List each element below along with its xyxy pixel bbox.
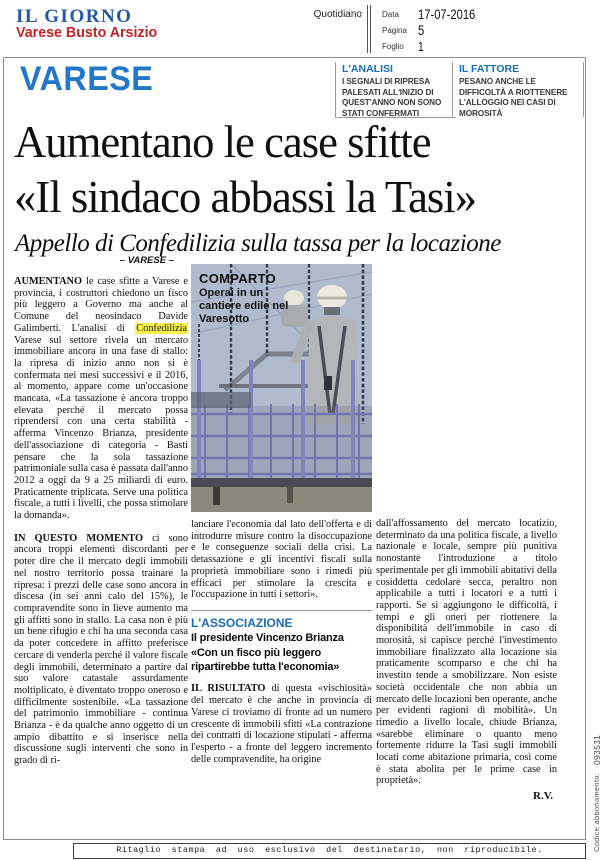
- subscription-code-label: Codice abbonamento:: [592, 772, 601, 852]
- meta-label: Foglio: [382, 42, 404, 51]
- paragraph-text: le case sfitte a Varese e provincia, i costruttori chiedono un fisco più leggero a Governo ma anche al Comune del neosindaco Davide Galimberti. L'analisi di: [14, 276, 188, 334]
- subtitle: Appello di Confedilizia sulla tassa per la locazione: [15, 230, 501, 257]
- paragraph-lead: AUMENTANO: [14, 276, 83, 287]
- paragraph-lead: IN QUESTO MOMENTO: [14, 532, 144, 544]
- meta-label: Pagina: [382, 26, 407, 35]
- headline-line1: Aumentano le case sfitte: [14, 116, 431, 167]
- photo-caption-title: COMPARTO: [199, 271, 277, 286]
- meta-label: Data: [382, 10, 399, 19]
- highlighted-text: Confedilizia: [136, 322, 187, 334]
- masthead: [16, 8, 165, 41]
- kicker-text: I SEGNALI DI RIPRESA PALESATI ALL'INIZIO DI QUEST'ANNO NON SONO STATI CONFERMATI: [342, 77, 442, 118]
- body-column-2: [191, 264, 372, 835]
- association-box-divider: [191, 610, 372, 611]
- article-frame: [3, 57, 586, 840]
- paragraph-text: di questa «vischiosità» del mercato è che anche in provincia di Varese ci troviamo di fronte ad un numero crescente di immobili sfitti «La contrazione dei contratti di locazione stipulati - afferma l'esperto - a fronte del leggero incremento delle compravendite, ha origine: [191, 683, 372, 765]
- meta-value-sheet: 1: [418, 39, 424, 54]
- paragraph: dall'affossamento del mercato locatizio, determinato da una politica fiscale, a livello nazionale e locale, sempre più punitiva nonostante l'introduzione a titolo sperimentale per gli immobili abitativi della cosiddetta cedolare secca, peraltro non applicabile a tutti i locatori e a tutti i rapporti. Se si aggiungono le difficoltà, i tempi e gli oneri per riottenere la disponibilità dell'immobile in caso di morosità, si capisce perché l'investimento immobiliare finalizzato alla locazione sia praticamente scomparso e che chi ha investito tende a smobilizzare. Non esiste società occidentale che non abbia un mercato delle locazioni ben operante, anche per evidenti ragioni di mobilità». Un rimedio a livello locale, chiude Brianza, «sarebbe eliminare o quanto meno fortemente ridurre la Tasi sugli immobili locati come abitazione primaria, così come è stata abolita per le prime case in proprietà».: [376, 518, 557, 787]
- periodicity-label: Quotidiano: [313, 9, 362, 20]
- section-title: VARESE: [20, 60, 154, 98]
- kicker-title: IL FATTORE: [459, 63, 520, 75]
- kicker-fattore: [452, 62, 584, 117]
- newspaper-edition: Varese Busto Arsizio: [16, 24, 158, 41]
- kicker-analisi: [335, 62, 456, 118]
- meta-value-date: 17-07-2016: [418, 6, 476, 22]
- association-box-title: L'ASSOCIAZIONE: [191, 615, 293, 630]
- meta-row-page: [382, 23, 490, 38]
- body-column-3: [376, 518, 557, 835]
- paragraph-text: ci sono ancora troppi elementi discordanti per poter dire che il mercato degli immobili nel nostro territorio possa trainare la ripresa: i prezzi delle case sono ancora in discesa (in sei anni calo del 15%), le compravendite sono in lieve aumento ma gli affitti sono in stallo. La casa non è più un bene rifugio e chi ha una seconda casa da poter concedere in affitto preferisce cercare di venderla perché il valore fiscale degli immobili, determinato a partire dal suo valore catastale assurdamente moltiplicato, è diventato troppo oneroso e difficilmente sostenibile. «La tassazione del patrimonio immobiliare - continua Brianza - è da qualche anno oggetto di un ampio dibattito e si inserisce nella discussione sugli interventi che sono in grado di ri-: [14, 532, 188, 767]
- subscription-code-value: 093531: [592, 734, 602, 765]
- byline: R.V.: [533, 790, 553, 803]
- association-box-line2: «Con un fisco più leggero ripartirebbe tutta l'economia»: [191, 647, 340, 673]
- paragraph: [14, 276, 188, 522]
- meta-value-page: 5: [418, 22, 425, 38]
- association-box-line1: Il presidente Vincenzo Brianza: [191, 631, 344, 644]
- dateline: – VARESE –: [119, 255, 174, 266]
- kicker-title: L'ANALISI: [342, 63, 393, 75]
- paragraph-lead: IL RISULTATO: [191, 683, 266, 695]
- clipping-meta: [382, 7, 490, 55]
- paragraph: [14, 533, 188, 767]
- paragraph-text: Varese sul settore rivela un mercato immobiliare ancora in una fase di stallo: la ripresa di inizio anno non si è confermata nei mesi successivi e il 2016, al momento, appare come un'occasione mancata. «La tassazione è ancora troppo elevata perché il mercato possa riprendersi con una certa stabilità - afferma Vincenzo Brianza, presidente dell'associazione di categoria - Basti pensare che la sola tassazione patrimoniale sulla casa è passata dall'anno 2012 a oggi da 9 a 25 miliardi di euro. Praticamente triplicata. Serve una politica fiscale, a tutti i livelli, che possa stimolare la domanda».: [14, 334, 188, 522]
- subscription-code: [592, 692, 602, 852]
- headline: [14, 114, 476, 224]
- article-photo: [191, 264, 372, 512]
- headline-line2: «Il sindaco abbassi la Tasi»: [14, 171, 477, 222]
- kicker-text: PESANO ANCHE LE DIFFICOLTÀ A RIOTTENERE L'ALLOGGIO NEI CASI DI MOROSITÀ: [459, 77, 568, 118]
- header-divider: [367, 5, 371, 53]
- newspaper-logo: IL GIORNO: [16, 6, 133, 27]
- paragraph: lanciare l'economia dal lato dell'offerta e di introdurre misure contro la disoccupazione e le conseguenze sociali della crisi. La detassazione e gli incentivi fiscali sulla proprietà immobiliare sono i rimedi più efficaci per stimolare la crescita e l'occupazione in tutti i settori».: [191, 519, 372, 601]
- meta-row-sheet: [382, 39, 490, 54]
- paragraph: [191, 683, 372, 765]
- photo-caption: [199, 272, 294, 326]
- meta-row-date: [382, 7, 490, 22]
- clipping-footer-notice: Ritaglio stampa ad uso esclusivo del destinatario, non riproducibile.: [73, 843, 586, 859]
- body-column-1: [14, 276, 188, 835]
- photo-caption-text: Operai in un cantiere edile nel Varesotto: [199, 287, 289, 325]
